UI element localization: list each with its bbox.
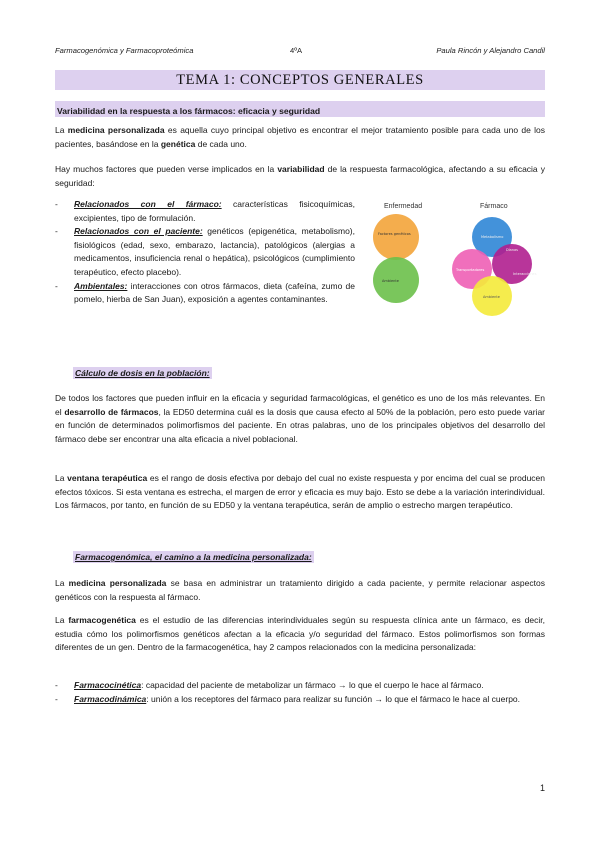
bold-term: medicina personalizada xyxy=(67,125,165,135)
list-item-term: Ambientales: xyxy=(74,280,128,291)
text: La xyxy=(55,578,69,588)
list-item-text: características fisicoquímicas, excipientes, tipo de formulación. xyxy=(74,199,355,223)
text: De todos los factores que pueden influir en la eficacia y seguridad farmacológicas, el genético es uno de los más relevantes. En el xyxy=(55,393,545,417)
title-banner xyxy=(55,70,545,90)
page-title: TEMA 1: CONCEPTOS GENERALES xyxy=(176,72,424,88)
label-dianas: Dianas xyxy=(506,248,518,252)
list-item xyxy=(55,679,545,693)
label-factores-geneticos: Factores genéticos xyxy=(378,232,411,236)
venn-diagram xyxy=(370,203,550,323)
text: , la ED50 determina cuál es la dosis que causa efecto al 50% de la población, pero esto puede variar en función de determinados polimorfismos del paciente. En otras palabras, uno de los principales objetivos del desarrollo del fármaco debe ser encontrar una alta eficacia a nivel poblacional. xyxy=(55,406,546,444)
text: de la respuesta farmacológica, afectando a su eficacia y seguridad: xyxy=(55,164,545,188)
dash-bullet: - xyxy=(55,199,58,209)
label-ambiente-left: Ambiente xyxy=(382,279,399,283)
label-interacciones: Interacciones xyxy=(513,272,537,276)
text: La xyxy=(55,125,68,135)
circle-factores-geneticos xyxy=(373,214,419,260)
dash-bullet: - xyxy=(55,280,58,291)
paragraph-desarrollo-farmacos xyxy=(55,392,545,446)
paragraph-ventana-terapeutica xyxy=(55,472,545,513)
text: La xyxy=(55,615,69,625)
list-item xyxy=(55,225,355,279)
pharmacology-list xyxy=(55,679,545,706)
list-item-text: genéticos (epigenética, metabolismo), fisiológicos (edad, sexo, embarazo, lactancia), patológicos (alergias a medicamentos, insuficiencia renal o hepática), psicológicos (cumplimiento terapéutico, efecto placebo). xyxy=(74,226,355,277)
paragraph-farmacogenetica xyxy=(55,614,545,655)
list-item xyxy=(55,280,355,307)
dash-bullet: - xyxy=(55,693,58,704)
text: es el rango de dosis efectiva por debajo del cual no existe respuesta y por encima del cual se producen efectos tóxicos. Si esta ventana es estrecha, el margen de error y eficacia es muy bajo. Esto se debe a la variación interindividual. Los fármacos, por tanto, en función de su ED50 y la ventana terapéutica, serán de amplio o estrecho margen terapéutico. xyxy=(55,473,545,511)
list-item xyxy=(55,693,545,707)
header-left: Farmacogenómica y Farmacoproteómica xyxy=(55,46,194,55)
factors-venn-figure xyxy=(370,203,550,323)
page-number: 1 xyxy=(539,783,545,793)
header-center: 4ºA xyxy=(290,46,303,55)
label-ambiente-right: Ambiente xyxy=(483,295,500,299)
dash-bullet: - xyxy=(55,680,58,690)
header-right: Paula Rincón y Alejandro Candil xyxy=(436,46,545,55)
paragraph-medicina-personalizada xyxy=(55,124,545,151)
section-banner xyxy=(55,101,545,117)
text: se basa en administrar un tratamiento dirigido a cada paciente, y permite relacionar aspectos genéticos con la respuesta al fármaco. xyxy=(55,578,545,602)
bold-term: farmacogenética xyxy=(68,615,136,625)
subheading-calculo-dosis: Cálculo de dosis en la población: xyxy=(75,368,210,378)
bold-term: ventana terapéutica xyxy=(67,473,148,483)
section-title: Variabilidad en la respuesta a los fármacos: eficacia y seguridad xyxy=(57,106,321,116)
label-metabolismo: Metabolismo xyxy=(481,235,504,239)
factors-list xyxy=(55,198,355,307)
list-item-text: : capacidad del paciente de metabolizar un fármaco → lo que el cuerpo le hace al fármaco. xyxy=(141,680,484,690)
figure-label-farmaco: Fármaco xyxy=(480,203,508,210)
paragraph-variabilidad xyxy=(55,163,545,190)
label-transportadores: Transportadores xyxy=(456,268,485,272)
list-item-text: interacciones con otros fármacos, dieta (cafeína, zumo de pomelo, hierba de San Juan), exposición a agentes contaminantes. xyxy=(74,280,355,305)
bold-term: desarrollo de fármacos xyxy=(64,406,159,417)
text: de cada uno. xyxy=(195,138,247,149)
text: es el estudio de las diferencias interindividuales según su respuesta clínica ante un fármaco, es decir, estudia cómo los polimorfismos genéticos afectan a la eficacia y/o seguridad del fármaco. Estos polimorfismos son formas diferentes de un gen. Dentro de la farmacogenética, hay 2 campos relacionados con la medicina personalizada: xyxy=(55,615,545,653)
dash-bullet: - xyxy=(55,226,58,237)
subheading-farmacogenomica: Farmacogenómica, el camino a la medicina personalizada: xyxy=(75,552,312,562)
list-item-term: Farmacocinética xyxy=(74,680,142,690)
list-item-text: : unión a los receptores del fármaco para realizar su función → lo que el fármaco le hace al cuerpo. xyxy=(146,693,521,704)
list-item-term: Farmacodinámica xyxy=(74,693,147,704)
text: Hay muchos factores que pueden verse implicados en la xyxy=(55,164,278,174)
bold-term: genética xyxy=(160,138,196,149)
list-item xyxy=(55,198,355,225)
bold-term: variabilidad xyxy=(277,164,325,174)
list-item-term: Relacionados con el fármaco: xyxy=(74,199,222,209)
text: es aquella cuyo principal objetivo es encontrar el mejor tratamiento posible para cada uno de los pacientes, basándose en la xyxy=(55,125,545,149)
figure-label-enfermedad: Enfermedad xyxy=(384,203,423,210)
list-item-term: Relacionados con el paciente: xyxy=(74,226,203,237)
bold-term: medicina personalizada xyxy=(68,578,167,588)
text: La xyxy=(55,473,68,483)
paragraph-medicina-personalizada-2 xyxy=(55,577,545,604)
